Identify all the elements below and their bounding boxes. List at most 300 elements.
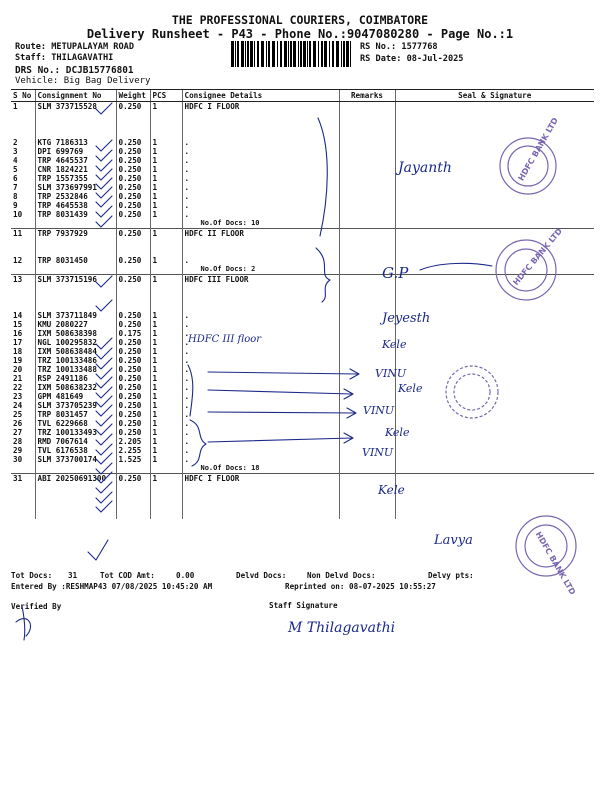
cell-consignee: HDFC II FLOOR: [182, 229, 339, 239]
cell-weight: 1.525: [116, 455, 150, 464]
cell-remarks: [339, 210, 395, 219]
cell-pcs: 1: [150, 374, 182, 383]
cell-pcs: 1: [150, 437, 182, 446]
cell-remarks: [339, 256, 395, 265]
cell-remarks: [339, 338, 395, 347]
cell-remarks: [339, 138, 395, 147]
table-row: [11, 256, 594, 265]
cell-sno: 27: [13, 428, 23, 437]
cell-consignee: .: [182, 329, 339, 338]
cell-seal-signature[interactable]: [395, 311, 594, 320]
barcode-bar: [288, 41, 289, 67]
col-consignment: Consignment No: [35, 90, 116, 102]
cell-pcs: 1: [150, 383, 182, 392]
cell-remarks: [339, 275, 395, 285]
cell-sno: 19: [13, 356, 23, 365]
spacer-row: [11, 111, 594, 120]
col-pcs: PCS: [150, 90, 182, 102]
cell-pcs: 1: [150, 156, 182, 165]
cell-seal-signature[interactable]: [395, 192, 594, 201]
col-sno: S No: [11, 90, 35, 102]
cell-consignment: IXM 508638484: [35, 347, 116, 356]
cell-remarks: [339, 374, 395, 383]
cell-weight: 0.250: [116, 147, 150, 156]
rs-date: RS Date: 08-Jul-2025: [360, 54, 464, 64]
cell-remarks: [339, 311, 395, 320]
cell-pcs: 1: [150, 201, 182, 210]
barcode-bar: [313, 41, 316, 67]
cell-consignment: SLM 373711849: [35, 311, 116, 320]
cell-consignment: SLM 373697991: [35, 183, 116, 192]
barcode-bar: [241, 41, 244, 67]
cell-consignment: SLM 373715528: [35, 102, 116, 112]
cell-pcs: 1: [150, 356, 182, 365]
barcode-bar: [336, 41, 339, 67]
cell-sno: 9: [13, 201, 18, 210]
table-row: [11, 102, 594, 112]
group-count-row: [11, 219, 594, 229]
total-docs-label: Tot Docs:: [11, 571, 53, 580]
cell-weight: 0.250: [116, 311, 150, 320]
cell-seal-signature[interactable]: [395, 210, 594, 219]
cell-pcs: 1: [150, 320, 182, 329]
barcode-bar: [290, 41, 292, 67]
cell-seal-signature[interactable]: [395, 383, 594, 392]
cell-consignee: .: [182, 192, 339, 201]
note-kele-4: Kele: [378, 483, 405, 497]
cell-remarks: [339, 156, 395, 165]
cell-seal-signature[interactable]: [395, 474, 594, 484]
cell-pcs: 1: [150, 311, 182, 320]
cell-consignee: HDFC I FLOOR: [182, 474, 339, 484]
cell-consignee: .: [182, 365, 339, 374]
cell-weight: 0.250: [116, 374, 150, 383]
spacer-row: [11, 492, 594, 501]
spacer-row: [11, 238, 594, 247]
barcode-bar: [284, 41, 287, 67]
table-header: [11, 90, 594, 102]
cell-remarks: [339, 229, 395, 239]
cell-pcs: 1: [150, 329, 182, 338]
table-row: [11, 320, 594, 329]
cell-remarks: [339, 419, 395, 428]
cell-pcs: 1: [150, 338, 182, 347]
cell-consignment: TRP 2532846: [35, 192, 116, 201]
vehicle: Vehicle: Big Bag Delivery: [15, 76, 151, 86]
barcode-bar: [321, 41, 323, 67]
note-vinu-1: VINU: [375, 367, 407, 380]
cell-weight: 2.205: [116, 437, 150, 446]
cell-weight: 0.250: [116, 192, 150, 201]
cell-consignee: HDFC III FLOOR: [182, 275, 339, 285]
cell-seal-signature[interactable]: [395, 229, 594, 239]
cell-weight: 0.175: [116, 329, 150, 338]
cell-seal-signature[interactable]: [395, 401, 594, 410]
spacer-row: [11, 302, 594, 311]
cell-consignment: CNR 1824221: [35, 165, 116, 174]
cell-consignment: RMD 7067614: [35, 437, 116, 446]
cell-weight: 0.250: [116, 356, 150, 365]
barcode-bar: [280, 41, 282, 67]
cell-sno: 4: [13, 156, 18, 165]
barcode-bar: [346, 41, 349, 67]
table-row: [11, 275, 594, 285]
floor-note: HDFC III floor: [188, 334, 262, 345]
cell-consignee: .: [182, 374, 339, 383]
cell-consignee: .: [182, 174, 339, 183]
cell-seal-signature[interactable]: [395, 410, 594, 419]
cell-seal-signature[interactable]: [395, 183, 594, 192]
cell-pcs: 1: [150, 474, 182, 484]
table-row: [11, 201, 594, 210]
cell-consignment: TRP 4645537: [35, 156, 116, 165]
staff-name: Staff: THILAGAVATHI: [15, 53, 114, 63]
sig-row4: Jayanth: [398, 160, 452, 176]
cell-sno: 29: [13, 446, 23, 455]
cell-weight: 0.250: [116, 165, 150, 174]
cell-weight: 0.250: [116, 419, 150, 428]
staff-signature-label: Staff Signature: [269, 601, 338, 610]
barcode-bar: [254, 41, 255, 67]
table-row: [11, 446, 594, 455]
note-kele-1: Kele: [382, 338, 407, 351]
barcode-bar: [272, 41, 275, 67]
cell-weight: 2.255: [116, 446, 150, 455]
cod-value: 0.00: [176, 571, 195, 580]
group-count-row: [11, 464, 594, 474]
table-row: [11, 210, 594, 219]
cell-consignment: GPM 481649: [35, 392, 116, 401]
spacer-row: [11, 483, 594, 492]
cell-seal-signature[interactable]: [395, 256, 594, 265]
cell-weight: 0.250: [116, 410, 150, 419]
cell-weight: 0.250: [116, 401, 150, 410]
cell-seal-signature[interactable]: [395, 275, 594, 285]
cell-seal-signature[interactable]: [395, 102, 594, 112]
spacer-row: [11, 293, 594, 302]
cell-weight: 0.250: [116, 156, 150, 165]
cell-seal-signature[interactable]: [395, 455, 594, 464]
cell-seal-signature[interactable]: [395, 147, 594, 156]
cell-remarks: [339, 347, 395, 356]
cell-pcs: 1: [150, 165, 182, 174]
table-row: [11, 338, 594, 347]
barcode-bar: [237, 41, 239, 67]
cell-remarks: [339, 165, 395, 174]
cell-consignment: KMU 2080227: [35, 320, 116, 329]
barcode-bar: [324, 41, 327, 67]
company-name: THE PROFESSIONAL COURIERS, COIMBATORE: [171, 13, 429, 27]
cell-weight: 0.250: [116, 174, 150, 183]
table-row: [11, 419, 594, 428]
barcode-bar: [303, 41, 306, 67]
delivered-docs-label: Delvd Docs:: [236, 571, 287, 580]
cell-consignee: .: [182, 383, 339, 392]
cell-pcs: 1: [150, 229, 182, 239]
sig-row13: Jeyesth: [382, 311, 431, 326]
table-row: [11, 229, 594, 239]
spacer-row: [11, 120, 594, 129]
cell-seal-signature[interactable]: [395, 392, 594, 401]
cell-pcs: 1: [150, 401, 182, 410]
cell-consignee: .: [182, 410, 339, 419]
cell-consignment: TVL 6176538: [35, 446, 116, 455]
table-row: [11, 437, 594, 446]
cell-pcs: 1: [150, 147, 182, 156]
cell-consignee: HDFC I FLOOR: [182, 102, 339, 112]
cell-pcs: 1: [150, 365, 182, 374]
barcode-bar: [307, 41, 308, 67]
barcode-bar: [332, 41, 334, 67]
table-row: [11, 365, 594, 374]
cell-pcs: 1: [150, 446, 182, 455]
cell-sno: 6: [13, 174, 18, 183]
rs-number: RS No.: 1577768: [360, 42, 438, 52]
table-row: [11, 428, 594, 437]
cell-remarks: [339, 365, 395, 374]
cell-sno: 28: [13, 437, 23, 446]
spacer-row: [11, 510, 594, 519]
cod-label: Tot COD Amt:: [100, 571, 155, 580]
cell-seal-signature[interactable]: [395, 156, 594, 165]
cell-pcs: 1: [150, 183, 182, 192]
table-row: [11, 455, 594, 464]
cell-sno: 2: [13, 138, 18, 147]
cell-consignee: .: [182, 401, 339, 410]
cell-consignment: NGL 100295832: [35, 338, 116, 347]
cell-sno: 16: [13, 329, 23, 338]
cell-weight: 0.250: [116, 392, 150, 401]
table-row: [11, 165, 594, 174]
cell-sno: 20: [13, 365, 23, 374]
cell-weight: 0.250: [116, 347, 150, 356]
cell-remarks: [339, 147, 395, 156]
cell-remarks: [339, 428, 395, 437]
cell-sno: 21: [13, 374, 23, 383]
cell-pcs: 1: [150, 428, 182, 437]
reprinted-on: Reprinted on: 08-07-2025 10:55:27: [285, 582, 436, 591]
cell-weight: 0.250: [116, 210, 150, 219]
cell-sno: 25: [13, 410, 23, 419]
cell-seal-signature[interactable]: [395, 138, 594, 147]
table-row: [11, 401, 594, 410]
cell-sno: 10: [13, 210, 23, 219]
table-row: [11, 410, 594, 419]
cell-consignee: .: [182, 210, 339, 219]
cell-seal-signature[interactable]: [395, 174, 594, 183]
barcode-bar: [261, 41, 264, 67]
barcode-bar: [277, 41, 278, 67]
cell-consignee: .: [182, 183, 339, 192]
group-count-row: [11, 265, 594, 275]
cell-consignment: IXM 508638398: [35, 329, 116, 338]
group-doc-count: No.Of Docs: 10: [182, 219, 339, 229]
cell-pcs: 1: [150, 210, 182, 219]
cell-seal-signature[interactable]: [395, 320, 594, 329]
cell-seal-signature[interactable]: [395, 437, 594, 446]
table-row: [11, 474, 594, 484]
cell-consignee: .: [182, 419, 339, 428]
cell-consignee: .: [182, 446, 339, 455]
col-remarks: Remarks: [339, 90, 395, 102]
table-row: [11, 356, 594, 365]
cell-consignment: TRP 8031439: [35, 210, 116, 219]
cell-consignment: SLM 373700174: [35, 455, 116, 464]
barcode-bar: [329, 41, 330, 67]
cell-seal-signature[interactable]: [395, 419, 594, 428]
barcode-bar: [300, 41, 302, 67]
non-delivered-docs-label: Non Delvd Docs:: [307, 571, 376, 580]
cell-remarks: [339, 320, 395, 329]
cell-remarks: [339, 329, 395, 338]
cell-sno: 1: [11, 102, 35, 112]
cell-consignee: .: [182, 201, 339, 210]
cell-pcs: 1: [150, 392, 182, 401]
cell-remarks: [339, 183, 395, 192]
table-row: [11, 383, 594, 392]
barcode-bar: [293, 41, 296, 67]
cell-pcs: 1: [150, 419, 182, 428]
table-row: [11, 174, 594, 183]
cell-consignment: SLM 373705239: [35, 401, 116, 410]
table-row: [11, 147, 594, 156]
cell-weight: 0.250: [116, 338, 150, 347]
cell-remarks: [339, 455, 395, 464]
cell-consignment: TRZ 100133486: [35, 356, 116, 365]
cell-seal-signature[interactable]: [395, 365, 594, 374]
cell-consignee: .: [182, 156, 339, 165]
note-kele-2: Kele: [398, 382, 423, 395]
cell-seal-signature[interactable]: [395, 428, 594, 437]
svg-text:HDFC BANK LTD: HDFC BANK LTD: [516, 116, 560, 183]
cell-remarks: [339, 192, 395, 201]
barcode-bar: [247, 41, 249, 67]
drs-number: DRS No.: DCJB15776801: [15, 65, 134, 76]
col-seal-signature: Seal & Signature: [395, 90, 594, 102]
sig-row31: Lavya: [434, 533, 473, 548]
cell-sno: 26: [13, 419, 23, 428]
cell-consignment: TRP 4645538: [35, 201, 116, 210]
delivery-points-label: Delvy pts:: [428, 571, 474, 580]
cell-consignee: .: [182, 338, 339, 347]
cell-remarks: [339, 437, 395, 446]
cell-sno: 8: [13, 192, 18, 201]
cell-remarks: [339, 356, 395, 365]
spacer-row: [11, 247, 594, 256]
cell-sno: 15: [13, 320, 23, 329]
cell-sno: 5: [13, 165, 18, 174]
sig-row12: G.P: [382, 264, 409, 282]
svg-text:HDFC BANK LTD: HDFC BANK LTD: [533, 530, 578, 597]
cell-seal-signature[interactable]: [395, 374, 594, 383]
cell-consignment: TRP 8031450: [35, 256, 116, 265]
barcode-bar: [343, 41, 345, 67]
cell-weight: 0.250: [116, 102, 150, 112]
cell-consignment: TRP 1557355: [35, 174, 116, 183]
cell-sno: 14: [13, 311, 23, 320]
cell-consignee: .: [182, 356, 339, 365]
cell-consignee: .: [182, 311, 339, 320]
cell-remarks: [339, 446, 395, 455]
cell-consignee: .: [182, 347, 339, 356]
cell-consignment: TRP 7937929: [35, 229, 116, 239]
staff-sig-handwriting: M Thilagavathi: [288, 620, 396, 636]
table-row: [11, 183, 594, 192]
entered-by: Entered By :RESHMAP43 07/08/2025 10:45:20 AM: [11, 582, 213, 591]
route: Route: METUPALAYAM ROAD: [15, 42, 134, 52]
cell-consignee: .: [182, 256, 339, 265]
cell-pcs: 1: [150, 275, 182, 285]
cell-consignment: ABI 20250691300: [35, 474, 116, 484]
cell-consignment: TVL 6229668: [35, 419, 116, 428]
col-consignee: Consignee Details: [182, 90, 339, 102]
barcode: [230, 41, 355, 68]
table-row: [11, 329, 594, 338]
cell-sno: 31: [11, 474, 35, 484]
cell-consignment: TRZ 100133488: [35, 365, 116, 374]
cell-sno: 18: [13, 347, 23, 356]
cell-sno: 13: [11, 275, 35, 285]
cell-pcs: 1: [150, 102, 182, 112]
table-row: [11, 374, 594, 383]
cell-remarks: [339, 401, 395, 410]
spacer-row: [11, 501, 594, 510]
cell-pcs: 1: [150, 192, 182, 201]
cell-weight: 0.250: [116, 229, 150, 239]
cell-remarks: [339, 392, 395, 401]
cell-consignment: SLM 373715196: [35, 275, 116, 285]
row31-tick: [88, 540, 108, 560]
spacer-row: [11, 284, 594, 293]
cell-seal-signature[interactable]: [395, 165, 594, 174]
cell-sno: 11: [11, 229, 35, 239]
barcode-bar: [318, 41, 319, 67]
table-row: [11, 192, 594, 201]
cell-sno: 17: [13, 338, 23, 347]
table-row: [11, 156, 594, 165]
cell-seal-signature[interactable]: [395, 347, 594, 356]
group-doc-count: No.Of Docs: 2: [182, 265, 339, 275]
cell-weight: 0.250: [116, 320, 150, 329]
barcode-bar: [245, 41, 246, 67]
cell-pcs: 1: [150, 455, 182, 464]
cell-pcs: 1: [150, 174, 182, 183]
barcode-bar: [268, 41, 270, 67]
cell-weight: 0.250: [116, 138, 150, 147]
cell-consignment: TRP 8031457: [35, 410, 116, 419]
cell-seal-signature[interactable]: [395, 446, 594, 455]
table-row: [11, 347, 594, 356]
runsheet-title: Delivery Runsheet - P43 - Phone No.:9047080280 - Page No.:1: [86, 27, 514, 41]
verifier-initials: [16, 606, 31, 640]
barcode-bar: [266, 41, 267, 67]
barcode-bar: [231, 41, 234, 67]
cell-weight: 0.250: [116, 474, 150, 484]
cell-sno: 3: [13, 147, 18, 156]
cell-sno: 12: [13, 256, 23, 265]
cell-seal-signature[interactable]: [395, 201, 594, 210]
note-vinu-2: VINU: [363, 404, 395, 417]
bank-stamp-4: [516, 516, 577, 597]
barcode-bar: [350, 41, 351, 67]
cell-seal-signature[interactable]: [395, 329, 594, 338]
cell-remarks: [339, 174, 395, 183]
table-row: [11, 392, 594, 401]
cell-seal-signature[interactable]: [395, 338, 594, 347]
barcode-bar: [235, 41, 236, 67]
cell-seal-signature[interactable]: [395, 356, 594, 365]
barcode-bar: [341, 41, 342, 67]
